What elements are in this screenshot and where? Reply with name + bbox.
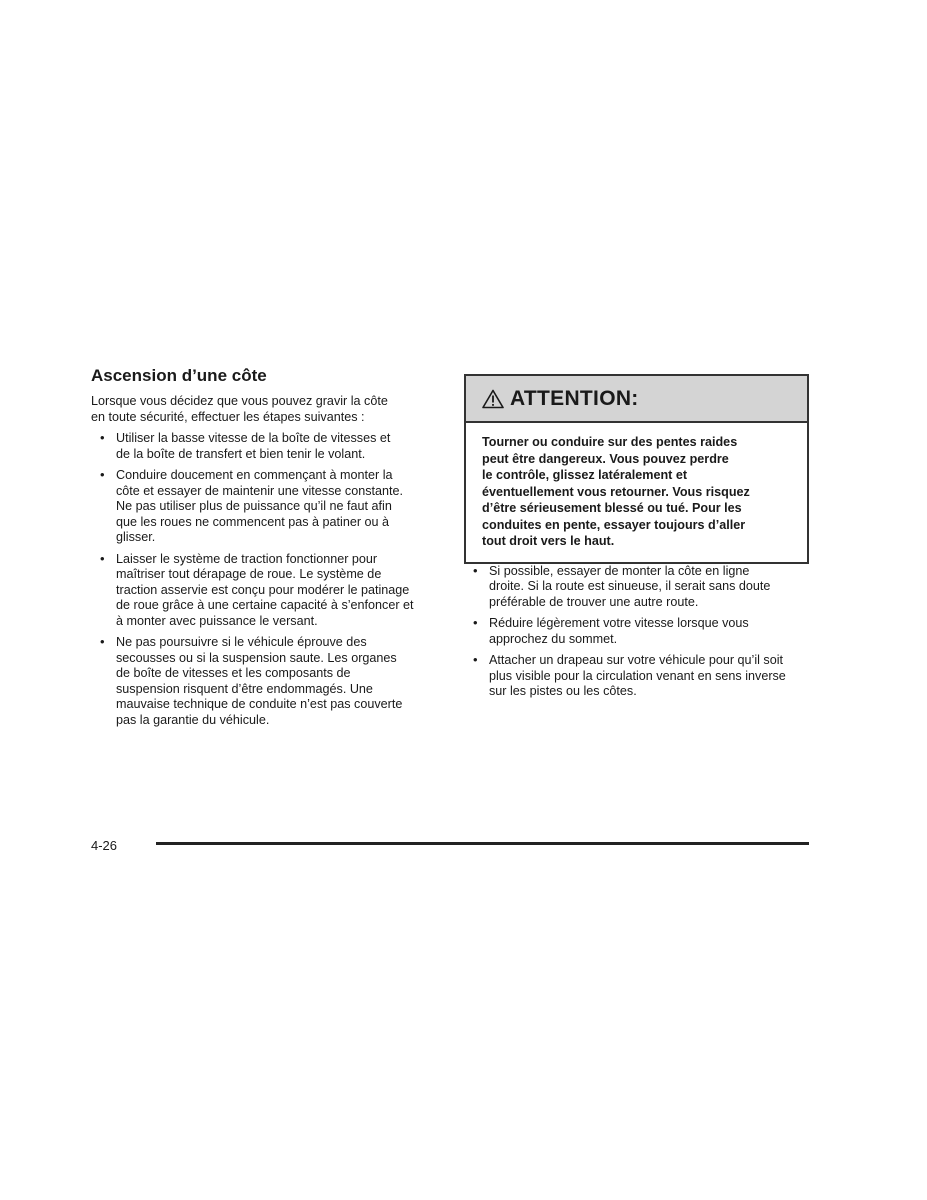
left-bullet-list [91,431,441,728]
list-item-line: à monter avec puissance le versant. [116,613,318,628]
list-item-line: glisser. [116,530,156,544]
list-item-line: que les roues ne commencent pas à patiner ou à [116,514,390,529]
list-item-line: traction asservie est conçu pour modérer le patinage [116,582,410,597]
page-number: 4-26 [91,838,118,853]
list-item [91,468,441,546]
attention-line: éventuellement vous retourner. Vous risquez [482,484,750,499]
attention-line: Tourner ou conduire sur des pentes raides [482,435,738,449]
list-item-line: approchez du sommet. [489,631,618,646]
left-column [91,366,441,734]
attention-header [466,376,807,423]
list-item-line: Conduire doucement en commençant à monter la [116,468,393,482]
attention-body [466,423,807,562]
list-item-line: droite. Si la route est sinueuse, il serait sans doute [489,579,771,593]
right-column [464,374,809,706]
list-item-line: Attacher un drapeau sur votre véhicule pour qu’il soit [489,653,784,667]
list-item-line: de la boîte de transfert et bien tenir le volant. [116,446,366,461]
bullet-icon: • [473,562,478,578]
bullet-icon: • [473,615,478,630]
list-item-line: secousses ou si la suspension saute. Les organes [116,650,397,665]
list-item-line: Ne pas utiliser plus de puissance qu’il ne faut afin [116,499,392,513]
list-item-line: pas la garantie du véhicule. [116,712,270,727]
attention-line: peut être dangereux. Vous pouvez perdre [482,451,729,466]
footer-divider [156,842,809,845]
list-item-line: maîtriser tout dérapage de roue. Le système de [116,567,382,581]
list-item-line: Si possible, essayer de monter la côte en ligne [489,563,750,578]
list-item [464,616,809,647]
list-item-line: de boîte de vitesses et les composants de [116,666,351,680]
intro-paragraph [91,394,441,425]
list-item [464,653,809,700]
bullet-icon: • [100,550,105,566]
list-item-line: préférable de trouver une autre route. [489,594,699,609]
right-bullet-list [464,564,809,700]
attention-box [464,374,809,564]
intro-line: Lorsque vous décidez que vous pouvez gravir la côte [91,394,388,408]
warning-triangle-icon [482,389,504,409]
bullet-icon: • [100,430,105,445]
attention-line: le contrôle, glissez latéralement et [482,468,688,482]
list-item [464,564,809,611]
list-item [91,635,441,728]
list-item-line: Ne pas poursuivre si le véhicule éprouve des [116,635,367,649]
list-item-line: suspension risquent d’être endommagés. Une [116,681,373,696]
attention-label: ATTENTION: [510,386,639,410]
list-item-line: sur les pistes ou les côtes. [489,684,637,698]
list-item-line: Réduire légèrement votre vitesse lorsque vous [489,616,749,630]
list-item-line: mauvaise technique de conduite n’est pas couverte [116,697,403,711]
attention-line: tout droit vers le haut. [482,534,615,548]
bullet-icon: • [100,634,105,649]
attention-line: d’être sérieusement blessé ou tué. Pour les [482,501,742,515]
list-item-line: de roue grâce à une certaine capacité à s’enfoncer et [116,598,414,612]
attention-line: conduites en pente, essayer toujours d’aller [482,517,746,532]
bullet-icon: • [473,652,478,667]
list-item [91,431,441,462]
list-item-line: Utiliser la basse vitesse de la boîte de vitesses et [116,431,391,445]
bullet-icon: • [100,467,105,482]
list-item-line: côte et essayer de maintenir une vitesse constante. [116,483,404,498]
list-item-line: Laisser le système de traction fonctionner pour [116,551,378,566]
list-item [91,552,441,630]
list-item-line: plus visible pour la circulation venant en sens inverse [489,668,786,683]
section-title: Ascension d’une côte [91,366,267,385]
intro-line: en toute sécurité, effectuer les étapes suivantes : [91,409,365,424]
